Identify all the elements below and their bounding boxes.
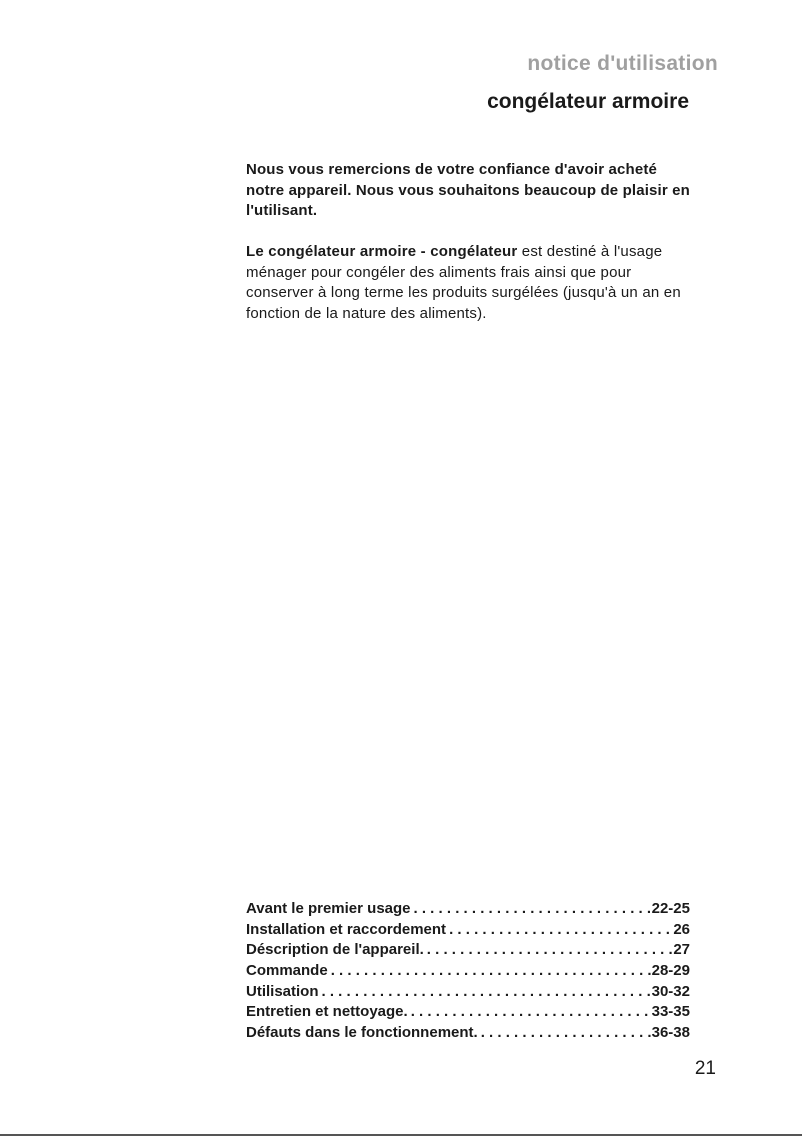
purpose-text: est destiné à l'usage ménager pour congéler des aliments frais ainsi que pour conserver à long terme les produits surgélées (jusqu'à un an en fonction de la nature des aliments).: [246, 243, 681, 322]
toc-entry-pages: 28-29: [651, 962, 690, 980]
purpose-bold-text: Le congélateur armoire - congélateur: [246, 243, 518, 260]
purpose-paragraph: [246, 242, 696, 324]
toc-leader-dots: [446, 921, 673, 938]
toc-leader-dots: [328, 962, 652, 979]
page-title: congélateur armoire: [487, 90, 689, 113]
table-of-contents: [246, 900, 690, 1045]
toc-entry: [246, 962, 690, 983]
toc-entry-pages: 27: [673, 941, 690, 959]
toc-leader-dots: [411, 900, 652, 917]
toc-entry: [246, 1003, 690, 1024]
toc-entry-title: Défauts dans le fonctionnement.: [246, 1024, 478, 1042]
header-label: notice d'utilisation: [527, 52, 718, 75]
toc-entry-pages: 30-32: [651, 982, 690, 1000]
toc-leader-dots: [424, 941, 674, 958]
toc-entry: [246, 900, 690, 921]
toc-entry-pages: 26: [673, 920, 690, 938]
toc-entry-title: Commande: [246, 962, 328, 980]
intro-paragraph: Nous vous remercions de votre confiance d'avoir acheté notre appareil. Nous vous souhaitons beaucoup de plaisir en l'utilisant.: [246, 161, 690, 219]
toc-entry: [246, 941, 690, 962]
toc-entry-title: Utilisation: [246, 982, 319, 1000]
toc-leader-dots: [319, 983, 652, 1000]
toc-leader-dots: [408, 1003, 652, 1020]
toc-leader-dots: [478, 1024, 652, 1041]
page-number: 21: [694, 1058, 716, 1079]
toc-entry-pages: 36-38: [651, 1024, 690, 1042]
toc-entry-title: Avant le premier usage: [246, 900, 411, 917]
toc-entry-title: Déscription de l'appareil.: [246, 941, 424, 959]
toc-entry-title: Installation et raccordement: [246, 920, 447, 938]
toc-entry: [246, 921, 690, 942]
toc-entry-title: Entretien et nettoyage.: [246, 1003, 408, 1021]
toc-entry: [246, 983, 690, 1004]
toc-entry: [246, 1024, 690, 1045]
toc-entry-pages: 33-35: [651, 1003, 690, 1021]
toc-entry-pages: 22-25: [651, 900, 690, 917]
